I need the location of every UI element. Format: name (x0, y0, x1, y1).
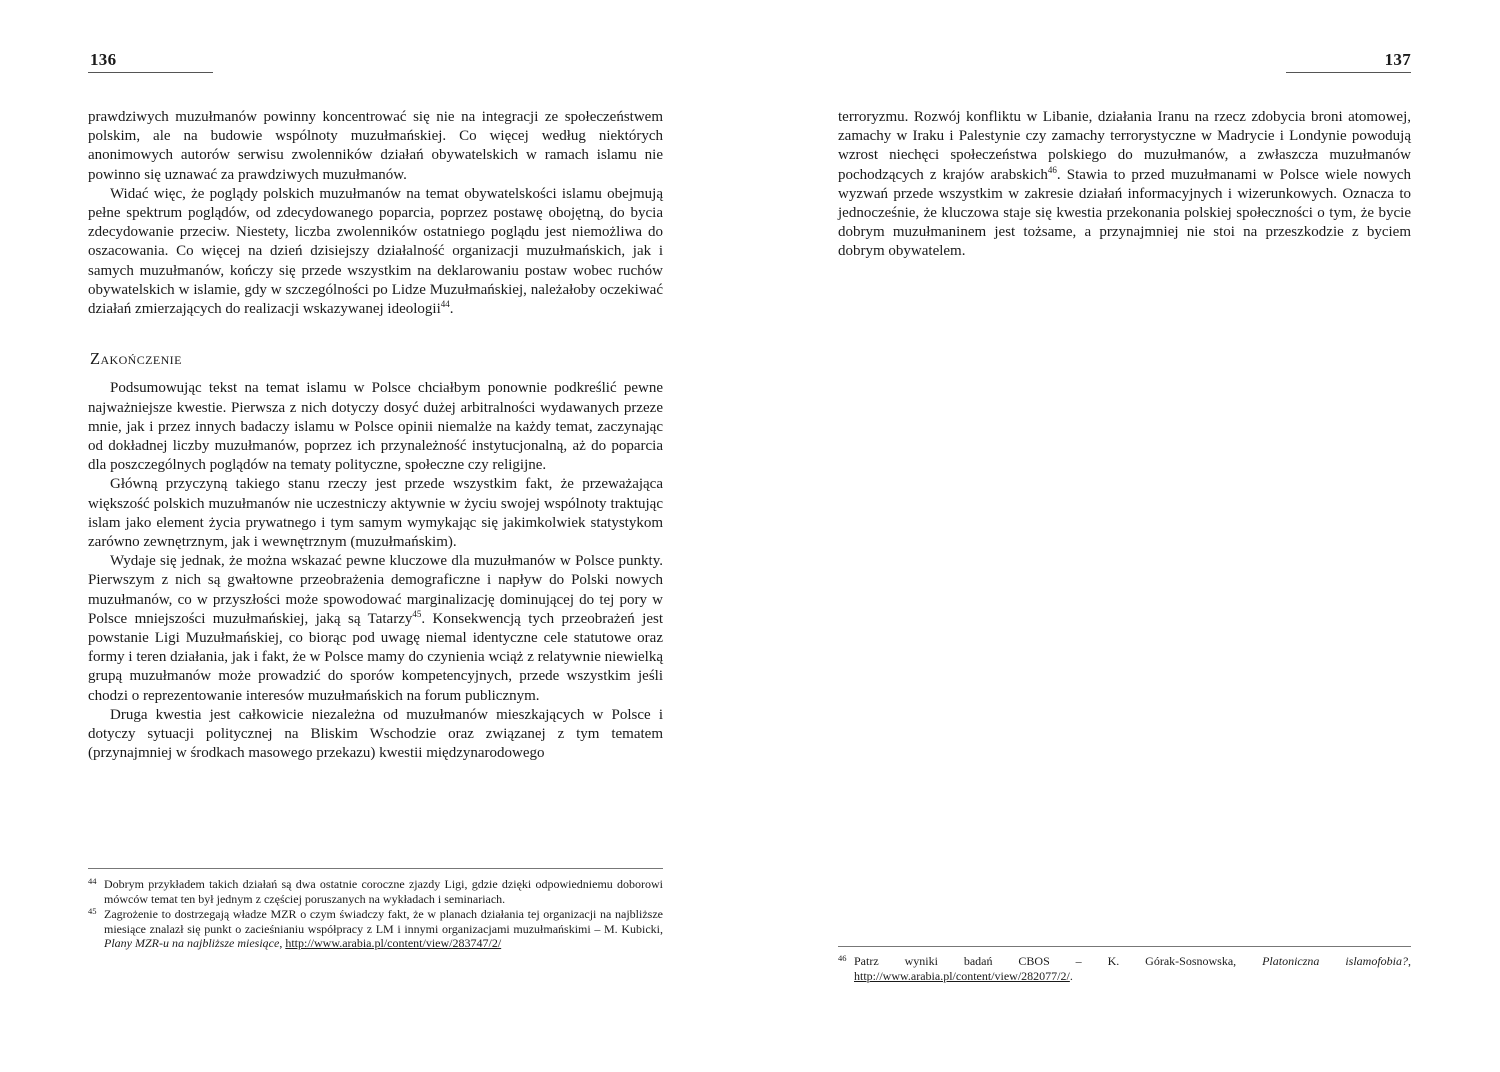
footnote-text: Zagrożenie to dostrzegają władze MZR o czym świadczy fakt, że w planach działania tej organizacji na najbliższe miesiące znalazł się punkt o zacieśnianiu współpracy z LM i innymi organizacjami muzułmańskimi – M. Kubicki, (104, 907, 663, 936)
right-page-body (838, 108, 1411, 262)
paragraph: Podsumowując tekst na temat islamu w Polsce chciałbym ponownie podkreślić pewne najważniejsze kwestie. Pierwsza z nich dotyczy dosyć dużej arbitralności wydawanych przeze mnie, jak i przez innych badaczy islamu w Polsce opinii niemalże na każdy temat, zaczynając od dokładnej liczby muzułmanów, poprzez ich przynależność instytucjonalną, aż do poparcia dla poszczególnych poglądów na tematy polityczne, społeczne czy religijne. (88, 380, 663, 474)
paragraph: prawdziwych muzułmanów powinny koncentrować się nie na integracji ze społeczeństwem polskim, ale na budowie wspólnoty muzułmańskiej. Co więcej według niektórych anonimowych autorów serwisu zwolenników działań obywatelskich w ramach islamu nie powinno się uznawać za prawdziwych muzułmanów. (88, 109, 663, 183)
paragraph (88, 552, 663, 706)
footnote-title: Platoniczna islamofobia? (1262, 954, 1408, 968)
paragraph (838, 108, 1411, 262)
footnote-title: Plany MZR-u na najbliższe miesiące (104, 936, 280, 951)
header-rule (1286, 72, 1411, 73)
paragraph-text: terroryzmu. Rozwój konfliktu w Libanie, działania Iranu na rzecz zdobycia broni atomowej, zamachy w Iraku i Palestynie czy zamachy terrorystyczne w Madrycie i Londynie powodują wzrost niechęci społeczeństwa polskiego do muzułmanów, a zwłaszcza muzułmanów pochodzących z krajów arabskich (838, 109, 1411, 183)
footnote-number: 45 (88, 906, 97, 917)
footnote-46 (838, 954, 1411, 983)
footnote-separator: , (279, 936, 286, 951)
footnote-number: 44 (88, 876, 97, 886)
left-page-body (88, 108, 663, 764)
section-heading (90, 349, 663, 368)
footnote-link[interactable]: http://www.arabia.pl/content/view/282077/2/ (854, 968, 1070, 983)
footnote-end: . (1069, 968, 1073, 983)
right-page (838, 0, 1411, 1072)
footnotes (838, 954, 1411, 984)
punctuation: . (449, 301, 454, 318)
paragraph-text: Widać więc, że poglądy polskich muzułmanów na temat obywatelskości islamu obejmują pełne spektrum poglądów, od zdecydowanego poparcia, poprzez postawę obojętną, do bycia zdecydowanie przeciw. Niestety, liczba zwolenników ostatniego poglądu jest niemożliwa do oszacowania. Co więcej na dzień dzisiejszy działalność organizacji muzułmańskich, jak i samych muzułmanów, kończy się przede wszystkim na deklarowaniu postaw wobec ruchów obywatelskich w islamie, gdy w szczególności po Lidze Muzułmańskiej, należałoby oczekiwać działań zmierzających do realizacji wskazywanej ideologii (88, 185, 663, 318)
footnotes (88, 877, 663, 952)
paragraph (88, 185, 663, 319)
footnote-44 (88, 877, 663, 906)
paragraph: Główną przyczyną takiego stanu rzeczy jest przede wszystkim fakt, że przeważająca większość polskich muzułmanów nie uczestniczy aktywnie w życiu swojej wspólnoty traktując islam jako element życia prywatnego i tym samym wymykając się jakimkolwiek statystykom zarówno zewnętrznym, jak i wewnętrznym (muzułmańskim). (88, 476, 663, 551)
footnote-rule (838, 946, 1411, 947)
footnote-ref-44[interactable]: 44 (440, 299, 450, 310)
paragraph-text: Wydaje się jednak, że można wskazać pewne kluczowe dla muzułmanów w Polsce punkty. Pierwszym z nich są gwałtowne przeobrażenia demograficzne i napływ do Polski nowych muzułmanów, co w przyszłości może spowodować marginalizację dominującej do tej pory w Polsce mniejszości muzułmańskiej, jaką są Tatarzy (88, 553, 663, 627)
paragraph: Druga kwestia jest całkowicie niezależna od muzułmanów mieszkających w Polsce i dotyczy sytuacji politycznej na Bliskim Wschodzie oraz związanej z tym tematem (przynajmniej w środkach masowego przekazu) kwestii międzynarodowego (88, 706, 663, 762)
footnote-ref-45[interactable]: 45 (412, 608, 422, 619)
header-rule (88, 72, 213, 73)
footnote-text: Patrz wyniki badań CBOS – K. Górak-Sosnowska, (854, 954, 1263, 968)
footnote-link[interactable]: http://www.arabia.pl/content/view/283747/2/ (285, 936, 502, 951)
page-number: 136 (90, 50, 117, 69)
page-number: 137 (1384, 50, 1411, 69)
footnote-rule (88, 868, 663, 869)
paragraph-text: . Stawia to przed muzułmanami w Polsce wiele nowych wyzwań przede wszystkim w zakresie działań informacyjnych i wizerunkowych. Oznacza to jednocześnie, że kluczowa staje się kwestia przekonania polskiej społeczności o tym, że bycie dobrym muzułmaninem jest tożsame, a przynajmniej nie stoi na przeszkodzie z byciem dobrym obywatelem. (838, 166, 1411, 260)
footnote-45 (88, 907, 663, 951)
footnote-text: Dobrym przykładem takich działań są dwa ostatnie coroczne zjazdy Ligi, gdzie dzięki odpowiedniemu doborowi mówców temat ten był jednym z częściej poruszanych na wykładach i seminariach. (104, 877, 663, 906)
footnote-number: 46 (838, 953, 847, 963)
section-heading-text: Zakończenie (90, 349, 182, 369)
paragraph-text: . Konsekwencją tych przeobrażeń jest powstanie Ligi Muzułmańskiej, co biorąc pod uwagę niemal identyczne cele statutowe oraz formy i teren działania, jak i fakt, że w Polsce mamy do czynienia wciąż z relatywnie niewielką grupą muzułmanów może prowadzić do sporów kompetencyjnych, przede wszystkim jeśli chodzi o reprezentowanie interesów muzułmańskich na forum publicznym. (88, 610, 663, 704)
left-page (88, 0, 663, 1072)
footnote-separator: , (1408, 954, 1411, 968)
footnote-ref-46[interactable]: 46 (1047, 164, 1057, 175)
